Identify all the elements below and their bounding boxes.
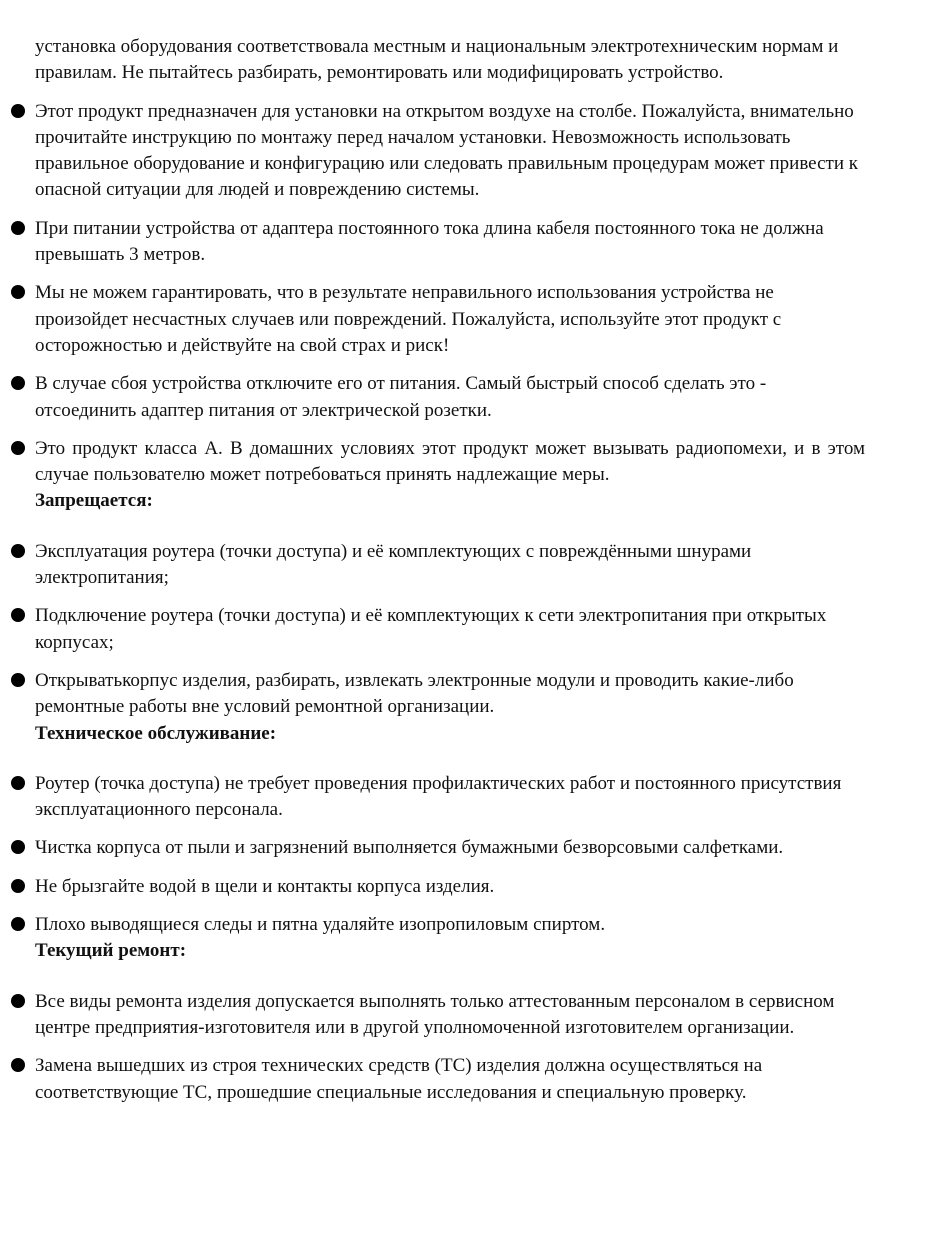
- list-item-text: Роутер (точка доступа) не требует проведения профилактических работ и постоянного присутствия эксплуатационного персонала.: [35, 772, 842, 821]
- list-item-text: При питании устройства от адаптера постоянного тока длина кабеля постоянного тока не должна превышать 3 метров.: [35, 217, 824, 266]
- bullet-icon: [11, 104, 25, 118]
- bullet-icon: [11, 994, 25, 1008]
- list-item: [35, 539, 865, 592]
- list-item: [35, 436, 865, 515]
- list-item: [35, 1053, 865, 1106]
- list-item-text: Это продукт класса A. В домашних условиях этот продукт может вызывать радиопомехи, и в этом случае пользователю может потребоваться принять надлежащие меры.: [35, 437, 865, 486]
- bullet-icon: [11, 608, 25, 622]
- list-item: [35, 216, 865, 269]
- list-item: [35, 989, 865, 1042]
- bullet-icon: [11, 879, 25, 893]
- bullet-icon: [11, 776, 25, 790]
- list-item-text: Этот продукт предназначен для установки на открытом воздухе на столбе. Пожалуйста, внимательно прочитайте инструкцию по монтажу перед началом установки. Невозможность использовать правильное оборудование и конфигурацию или следовать правильным процедурам может привести к опасной ситуации для людей и повреждению системы.: [35, 100, 858, 201]
- list-item-text: В случае сбоя устройства отключите его от питания. Самый быстрый способ сделать это - отсоединить адаптер питания от электрической розетки.: [35, 373, 767, 421]
- bullet-icon: [11, 285, 25, 299]
- list-item: [35, 874, 865, 900]
- list-item: [35, 371, 865, 424]
- bullet-icon: [11, 376, 25, 390]
- list-item-text: Подключение роутера (точки доступа) и её комплектующих к сети электропитания при открытых корпусах;: [35, 605, 827, 653]
- list-item-text: Эксплуатация роутера (точки доступа) и её комплектующих с повреждёнными шнурами электропитания;: [35, 540, 752, 589]
- list-item-text: Все виды ремонта изделия допускается выполнять только аттестованным персоналом в сервисном центре предприятия-изготовителя или в другой уполномоченной изготовителем организации.: [35, 990, 835, 1038]
- list-item-text: Плохо выводящиеся следы и пятна удаляйте изопропиловым спиртом.: [35, 914, 606, 936]
- intro-paragraph: установка оборудования соответствовала местным и национальным электротехническим нормам и правилам. Не пытайтесь разбирать, ремонтировать или модифицировать устройство.: [35, 36, 839, 84]
- list-item: [35, 99, 865, 204]
- list-item: [35, 668, 865, 747]
- list-item: [35, 835, 865, 861]
- list-item-text: Замена вышедших из строя технических средств (ТС) изделия должна осуществляться на соответствующие ТС, прошедшие специальные исследования и специальную проверку.: [35, 1055, 763, 1103]
- document-page: [35, 34, 865, 1106]
- section-heading-repair: Текущий ремонт:: [35, 940, 187, 962]
- bullet-icon: [11, 1058, 25, 1072]
- bullet-icon: [11, 840, 25, 854]
- list-item: [35, 603, 865, 656]
- section-heading-prohibited: Запрещается:: [35, 490, 153, 512]
- bullet-icon: [11, 441, 25, 455]
- bullet-icon: [11, 673, 25, 687]
- list-item: [35, 771, 865, 824]
- list-item-text: Чистка корпуса от пыли и загрязнений выполняется бумажными безворсовыми салфетками.: [35, 837, 784, 859]
- list-item: [35, 912, 865, 965]
- bullet-icon: [11, 917, 25, 931]
- section-heading-maintenance: Техническое обслуживание:: [35, 722, 277, 744]
- list-item-text: Не брызгайте водой в щели и контакты корпуса изделия.: [35, 875, 495, 897]
- bullet-icon: [11, 221, 25, 235]
- list-item-text: Мы не можем гарантировать, что в результате неправильного использования устройства не произойдет несчастных случаев или повреждений. Пожалуйста, используйте этот продукт с осторожностью и действуйте на свой страх и риск!: [35, 282, 782, 356]
- list-item-text: Открыватькорпус изделия, разбирать, извлекать электронные модули и проводить какие-либо ремонтные работы вне условий ремонтной организации.: [35, 669, 794, 718]
- list-item: [35, 280, 865, 359]
- bullet-icon: [11, 544, 25, 558]
